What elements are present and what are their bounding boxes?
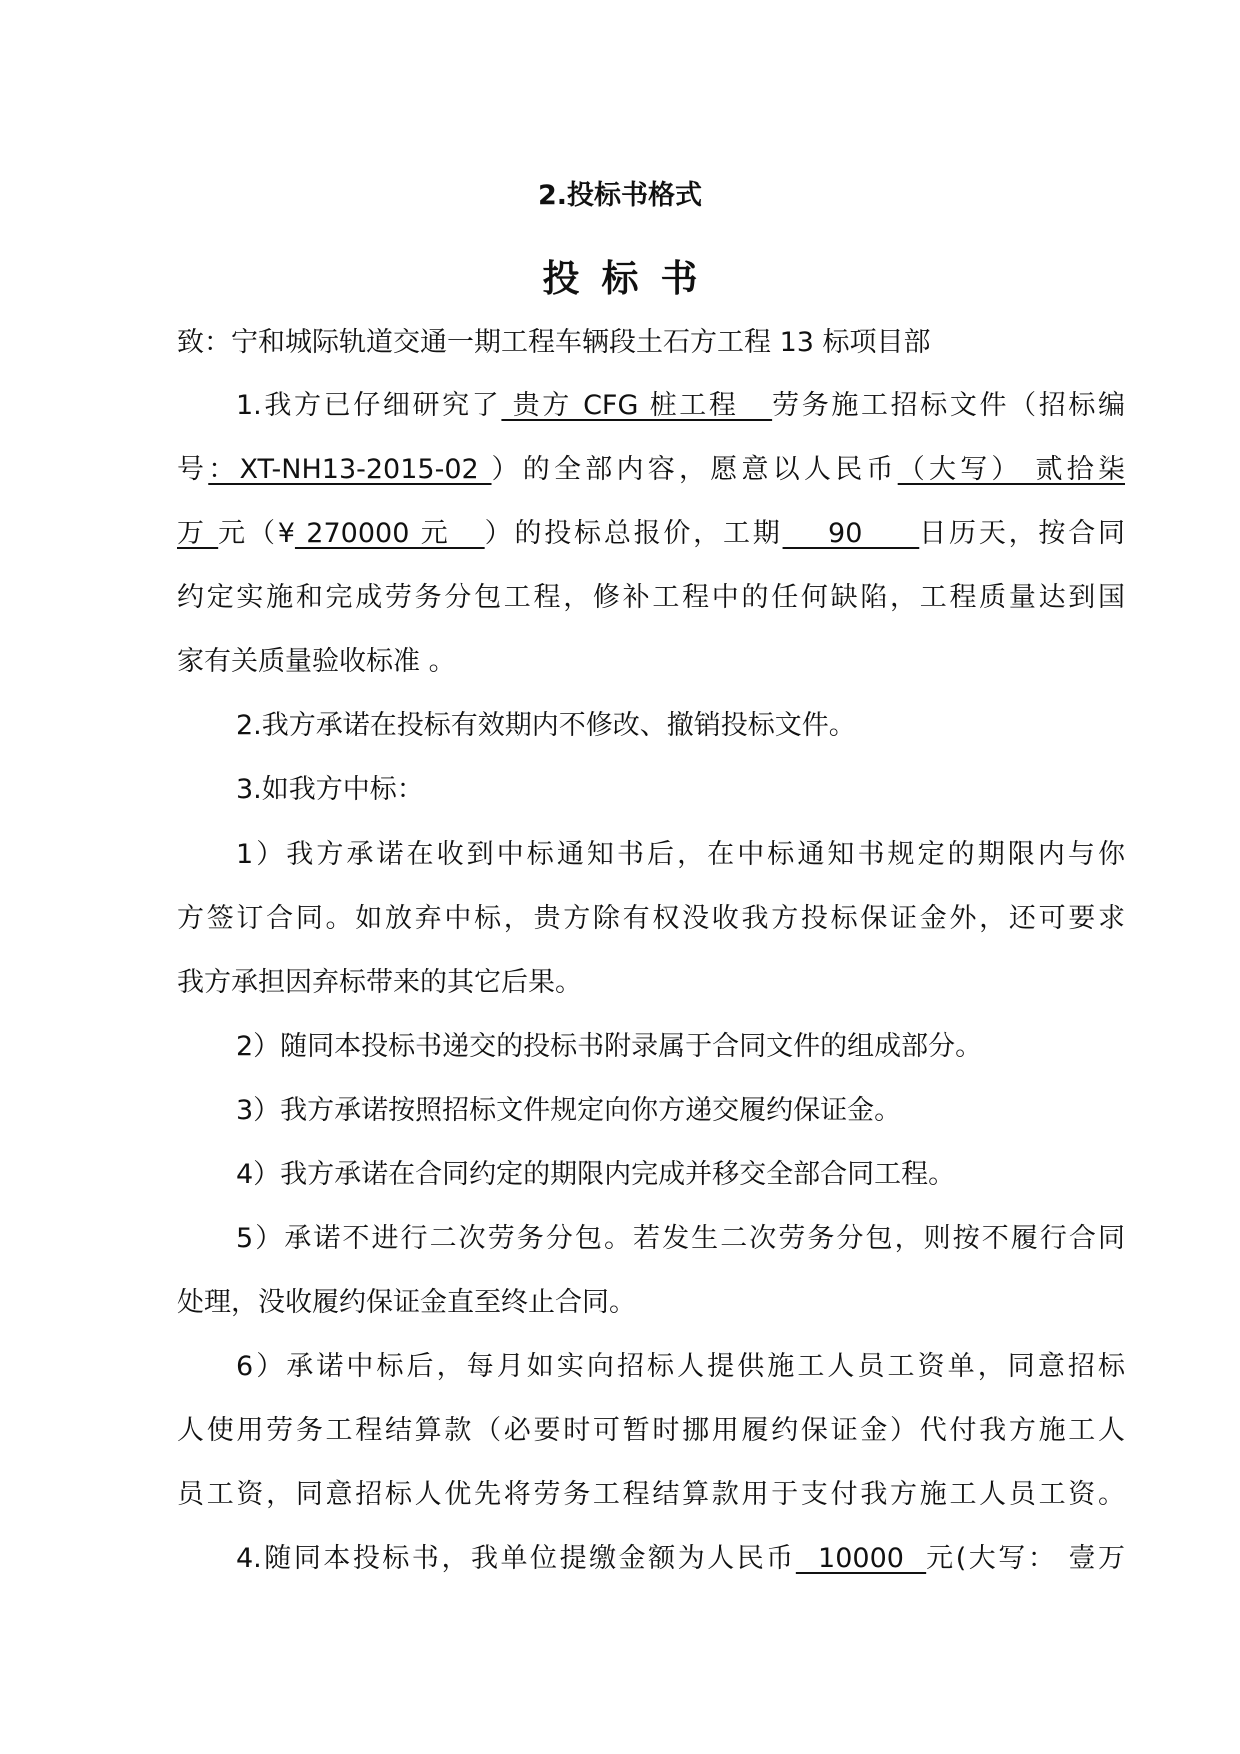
sub-clause-5-line-2: 处理，没收履约保证金直至终止合同。	[177, 1287, 636, 1318]
clause-1-text: 元（¥	[218, 518, 295, 549]
clause-4-text: 4.随同本投标书，我单位提缴金额为人民币	[236, 1543, 796, 1574]
sub-clause-1-line-1: 1）我方承诺在收到中标通知书后，在中标通知书规定的期限内与你	[236, 839, 1125, 870]
sub-clause-6-line-1: 6）承诺中标后，每月如实向招标人提供施工人员工资单，同意招标	[236, 1351, 1125, 1382]
clause-1-text: 号	[177, 454, 209, 485]
addressee-line: 致：宁和城际轨道交通一期工程车辆段土石方工程 13 标项目部	[177, 327, 931, 358]
clause-1-text: ）的全部内容，愿意以人民币	[491, 454, 898, 485]
sub-clause-4: 4）我方承诺在合同约定的期限内完成并移交全部合同工程。	[236, 1159, 956, 1190]
sub-clause-5-line-1: 5）承诺不进行二次劳务分包。若发生二次劳务分包，则按不履行合同	[236, 1223, 1125, 1254]
clause-1-text: 日历天，按合同	[919, 518, 1126, 549]
clause-1-line-5: 家有关质量验收标准 。	[177, 646, 456, 677]
tender-number-field: ：XT-NH13-2015-02	[208, 454, 492, 485]
clause-2: 2.我方承诺在投标有效期内不修改、撤销投标文件。	[236, 710, 856, 741]
amount-figures-field: 270000 元	[294, 518, 485, 549]
document-title: 投标书	[542, 257, 720, 300]
clause-1-line-4: 约定实施和完成劳务分包工程，修补工程中的任何缺陷，工程质量达到国	[177, 582, 1125, 613]
sub-clause-6-line-2: 人使用劳务工程结算款（必要时可暂时挪用履约保证金）代付我方施工人	[177, 1415, 1125, 1446]
sub-clause-3: 3）我方承诺按照招标文件规定向你方递交履约保证金。	[236, 1095, 902, 1126]
clause-1-line-1	[236, 386, 1125, 426]
clause-1-text: 劳务施工招标文件（招标编	[772, 390, 1126, 421]
amount-words-field-cont: 万	[177, 518, 219, 549]
sub-clause-6-line-3: 员工资，同意招标人优先将劳务工程结算款用于支付我方施工人员工资。	[177, 1479, 1125, 1510]
sub-clause-1-line-3: 我方承担因弃标带来的其它后果。	[177, 967, 582, 998]
clause-4-line-1	[236, 1539, 1125, 1579]
clause-1-text: ）的投标总报价，工期	[484, 518, 783, 549]
sub-clause-2: 2）随同本投标书递交的投标书附录属于合同文件的组成部分。	[236, 1031, 983, 1062]
amount-words-field: （大写） 贰拾柒	[897, 454, 1125, 485]
clause-1-line-2	[177, 450, 1125, 490]
project-name-field: 贵方 CFG 桩工程	[501, 390, 773, 421]
clause-1-line-3	[177, 514, 1125, 554]
section-title: 2.投标书格式	[537, 180, 703, 211]
clause-3: 3.如我方中标：	[236, 774, 424, 805]
clause-1-text: 1.我方已仔细研究了	[236, 390, 502, 421]
clause-4-text: 元(大写： 壹万	[926, 1543, 1125, 1574]
duration-field: 90	[782, 518, 920, 549]
sub-clause-1-line-2: 方签订合同。如放弃中标，贵方除有权没收我方投标保证金外，还可要求	[177, 903, 1125, 934]
deposit-amount-field: 10000	[795, 1543, 927, 1574]
